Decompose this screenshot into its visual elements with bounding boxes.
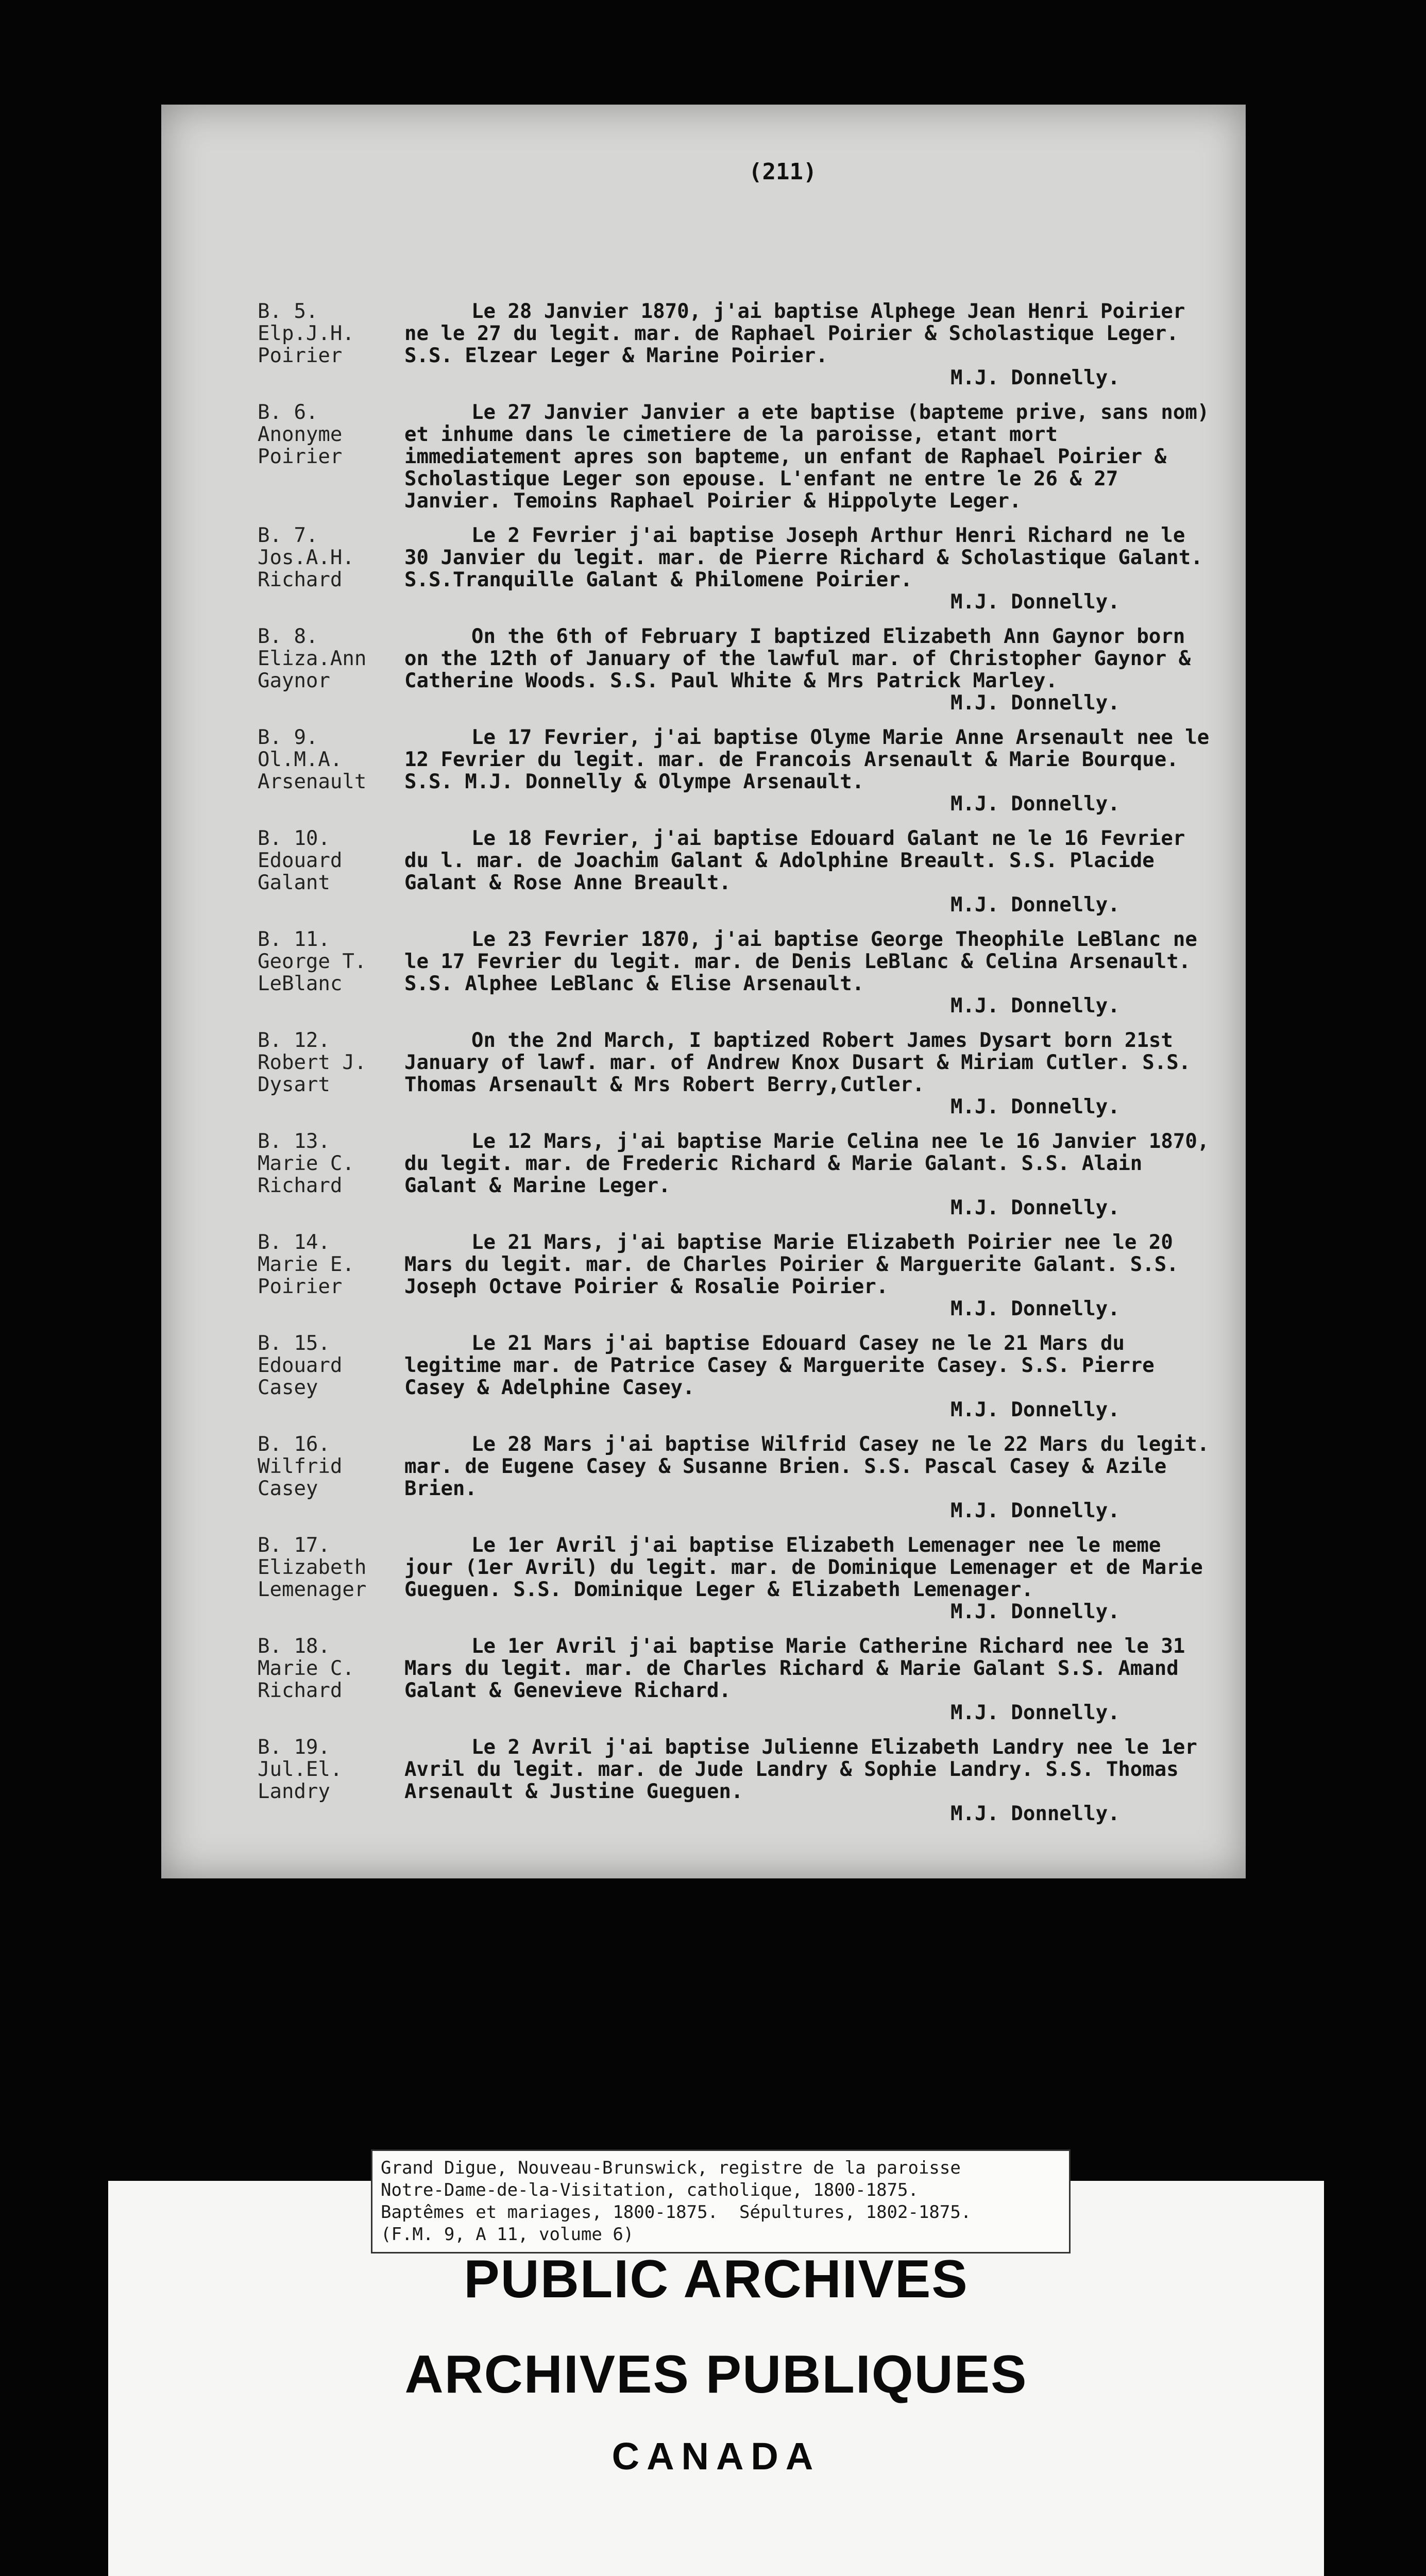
entry-margin-name1: Wilfrid (258, 1455, 343, 1478)
entry-margin (258, 928, 404, 1017)
entry-margin-code: B. 10. (258, 827, 330, 850)
entry-margin-name2: LeBlanc (258, 972, 343, 995)
entry-margin-name2: Lemenager (258, 1578, 367, 1601)
card-ref-line: Grand Digue, Nouveau-Brunswick, registre de la paroisse (381, 2158, 961, 2178)
entry-signature: M.J. Donnelly. (950, 893, 1120, 917)
card-title-english: PUBLIC ARCHIVES (464, 2249, 969, 2309)
entry-signature: M.J. Donnelly. (950, 1499, 1120, 1522)
entry-margin (258, 300, 404, 389)
entry-margin-name2: Galant (258, 871, 330, 894)
entry-signature: M.J. Donnelly. (950, 1095, 1120, 1118)
entry-margin-name2: Arsenault (258, 770, 367, 793)
entry-signature: M.J. Donnelly. (950, 1802, 1120, 1825)
entry-margin (258, 1130, 404, 1219)
entry-signature: M.J. Donnelly. (950, 691, 1120, 715)
entry-text: Le 12 Mars, j'ai baptise Marie Celina nee le 16 Janvier 1870, du legit. mar. de Frederic Richard & Marie Galant. S.S. Alain Galant & Marine Leger. (404, 1130, 1210, 1197)
card-ref-line: Baptêmes et mariages, 1800-1875. Sépultures, 1802-1875. (381, 2202, 972, 2223)
entry-text: Le 1er Avril j'ai baptise Marie Catherine Richard nee le 31 Mars du legit. mar. de Charles Richard & Marie Galant S.S. Amand Galant & Genevieve Richard. (404, 1635, 1185, 1702)
entry-margin-name1: Jos.A.H. (258, 546, 354, 569)
entry-margin-name2: Richard (258, 568, 343, 591)
baptism-entry (258, 1029, 1221, 1118)
entry-text: Le 17 Fevrier, j'ai baptise Olyme Marie Anne Arsenault nee le 12 Fevrier du legit. mar. de Francois Arsenault & Marie Bourque. S.S. M.J. Donnelly & Olympe Arsenault. (404, 726, 1210, 793)
baptism-entry (258, 1231, 1221, 1320)
entry-margin (258, 827, 404, 916)
entry-text: Le 23 Fevrier 1870, j'ai baptise George Theophile LeBlanc ne le 17 Fevrier du legit. mar. de Denis LeBlanc & Celina Arsenault. S.S. Alphee LeBlanc & Elise Arsenault. (404, 928, 1197, 995)
entry-margin-name1: Edouard (258, 849, 343, 872)
entry-signature: M.J. Donnelly. (950, 366, 1120, 389)
baptism-entry (258, 1332, 1221, 1421)
entry-margin-name1: Marie C. (258, 1152, 354, 1175)
entry-text: Le 28 Mars j'ai baptise Wilfrid Casey ne le 22 Mars du legit. mar. de Eugene Casey & Susanne Brien. S.S. Pascal Casey & Azile Brien. (404, 1433, 1210, 1500)
card-title-french: ARCHIVES PUBLIQUES (404, 2345, 1028, 2404)
entry-margin-name1: Ol.M.A. (258, 748, 343, 771)
baptism-entry (258, 300, 1221, 389)
entry-signature: M.J. Donnelly. (950, 1600, 1120, 1623)
entry-margin (258, 1231, 404, 1320)
entry-text: Le 2 Fevrier j'ai baptise Joseph Arthur Henri Richard ne le 30 Janvier du legit. mar. de Pierre Richard & Scholastique Galant. S.S.Tranquille Galant & Philomene Poirier. (404, 524, 1203, 591)
baptism-entry (258, 524, 1221, 613)
entry-margin-name1: Robert J. (258, 1051, 367, 1074)
entry-signature: M.J. Donnelly. (950, 590, 1120, 614)
page-number: (211) (749, 159, 817, 185)
entry-margin (258, 524, 404, 613)
entry-signature: M.J. Donnelly. (950, 792, 1120, 816)
entry-margin-code: B. 9. (258, 726, 318, 749)
entry-margin-name1: Anonyme (258, 423, 343, 446)
entry-margin-code: B. 19. (258, 1736, 330, 1759)
register-page (161, 105, 1246, 1878)
entry-margin-name2: Casey (258, 1376, 318, 1399)
entry-margin (258, 1332, 404, 1421)
baptism-entry (258, 625, 1221, 714)
entry-margin-name1: Eliza.Ann (258, 647, 367, 670)
entry-margin-name1: Marie E. (258, 1253, 354, 1276)
entry-signature: M.J. Donnelly. (950, 1297, 1120, 1320)
entry-signature: M.J. Donnelly. (950, 994, 1120, 1018)
entry-signature: M.J. Donnelly. (950, 1701, 1120, 1724)
entry-text: Le 18 Fevrier, j'ai baptise Edouard Galant ne le 16 Fevrier du l. mar. de Joachim Galant & Adolphine Breault. S.S. Placide Galant & Rose Anne Breault. (404, 827, 1185, 894)
entry-margin (258, 401, 404, 512)
entry-margin (258, 1433, 404, 1522)
entry-margin (258, 1029, 404, 1118)
baptism-entry (258, 1534, 1221, 1623)
entry-margin-name2: Casey (258, 1477, 318, 1500)
entry-text: Le 28 Janvier 1870, j'ai baptise Alphege Jean Henri Poirier ne le 27 du legit. mar. de Raphael Poirier & Scholastique Leger. S.S. Elzear Leger & Marine Poirier. (404, 300, 1185, 367)
entry-margin-code: B. 13. (258, 1130, 330, 1153)
card-ref-line: Notre-Dame-de-la-Visitation, catholique, 1800-1875. (381, 2180, 919, 2200)
baptism-entry (258, 401, 1221, 512)
entry-margin-code: B. 8. (258, 625, 318, 648)
card-reference-label (371, 2149, 1071, 2253)
entry-margin-code: B. 11. (258, 928, 330, 951)
entry-margin-name1: Elizabeth (258, 1556, 367, 1579)
baptism-entry (258, 1130, 1221, 1219)
entry-text: Le 2 Avril j'ai baptise Julienne Elizabeth Landry nee le 1er Avril du legit. mar. de Jude Landry & Sophie Landry. S.S. Thomas Arsenault & Justine Gueguen. (404, 1736, 1197, 1803)
entry-margin (258, 1635, 404, 1724)
card-ref-line: (F.M. 9, A 11, volume 6) (381, 2224, 634, 2245)
entry-text: On the 2nd March, I baptized Robert James Dysart born 21st January of lawf. mar. of Andrew Knox Dusart & Miriam Cutler. S.S. Thomas Arsenault & Mrs Robert Berry,Cutler. (404, 1029, 1191, 1096)
entry-text: On the 6th of February I baptized Elizabeth Ann Gaynor born on the 12th of January of the lawful mar. of Christopher Gaynor & Catherine Woods. S.S. Paul White & Mrs Patrick Marley. (404, 625, 1191, 692)
baptism-entry (258, 1736, 1221, 1825)
entry-text: Le 1er Avril j'ai baptise Elizabeth Lemenager nee le meme jour (1er Avril) du legit. mar. de Dominique Lemenager et de Marie Gueguen. S.S. Dominique Leger & Elizabeth Lemenager. (404, 1534, 1203, 1601)
baptism-entry (258, 726, 1221, 815)
entry-margin-name1: George T. (258, 950, 367, 973)
entry-margin-code: B. 18. (258, 1635, 330, 1658)
baptism-entry (258, 1433, 1221, 1522)
entry-margin-code: B. 6. (258, 401, 318, 424)
entry-margin-code: B. 17. (258, 1534, 330, 1557)
entry-margin-code: B. 12. (258, 1029, 330, 1052)
entry-margin-code: B. 15. (258, 1332, 330, 1355)
entry-margin-name1: Jul.El. (258, 1758, 343, 1781)
entry-margin (258, 1534, 404, 1623)
entry-margin-name2: Poirier (258, 445, 343, 468)
baptism-entry (258, 827, 1221, 916)
entry-margin-code: B. 14. (258, 1231, 330, 1254)
entry-margin-name1: Elp.J.H. (258, 322, 354, 345)
entry-margin-code: B. 7. (258, 524, 318, 547)
entry-margin-name2: Poirier (258, 344, 343, 367)
entry-margin-code: B. 5. (258, 300, 318, 323)
entry-margin (258, 1736, 404, 1825)
baptism-entry (258, 1635, 1221, 1724)
entry-margin-name2: Poirier (258, 1275, 343, 1298)
entry-margin-name2: Richard (258, 1174, 343, 1197)
entry-margin (258, 625, 404, 714)
card-country: CANADA (612, 2435, 821, 2478)
entry-margin-name2: Gaynor (258, 669, 330, 692)
entry-margin (258, 726, 404, 815)
entry-margin-name2: Richard (258, 1679, 343, 1702)
baptism-entries (258, 300, 1221, 1837)
entry-margin-name2: Landry (258, 1780, 330, 1803)
entry-text: Le 21 Mars, j'ai baptise Marie Elizabeth Poirier nee le 20 Mars du legit. mar. de Charles Poirier & Marguerite Galant. S.S. Joseph Octave Poirier & Rosalie Poirier. (404, 1231, 1179, 1298)
entry-margin-name1: Marie C. (258, 1657, 354, 1680)
entry-margin-code: B. 16. (258, 1433, 330, 1456)
entry-signature: M.J. Donnelly. (950, 1196, 1120, 1219)
entry-signature: M.J. Donnelly. (950, 1398, 1120, 1421)
baptism-entry (258, 928, 1221, 1017)
entry-margin-name1: Edouard (258, 1354, 343, 1377)
entry-text: Le 21 Mars j'ai baptise Edouard Casey ne le 21 Mars du legitime mar. de Patrice Casey & Marguerite Casey. S.S. Pierre Casey & Adelphine Casey. (404, 1332, 1155, 1399)
entry-text: Le 27 Janvier Janvier a ete baptise (bapteme prive, sans nom) et inhume dans le cimetiere de la paroisse, etant mort immediatement apres son bapteme, un enfant de Raphael Poirier & Scholastique Leger son epouse. L'enfant ne entre le 26 & 27 Janvier. Temoins Raphael Poirier & Hippolyte Leger. (404, 401, 1210, 513)
entry-margin-name2: Dysart (258, 1073, 330, 1096)
